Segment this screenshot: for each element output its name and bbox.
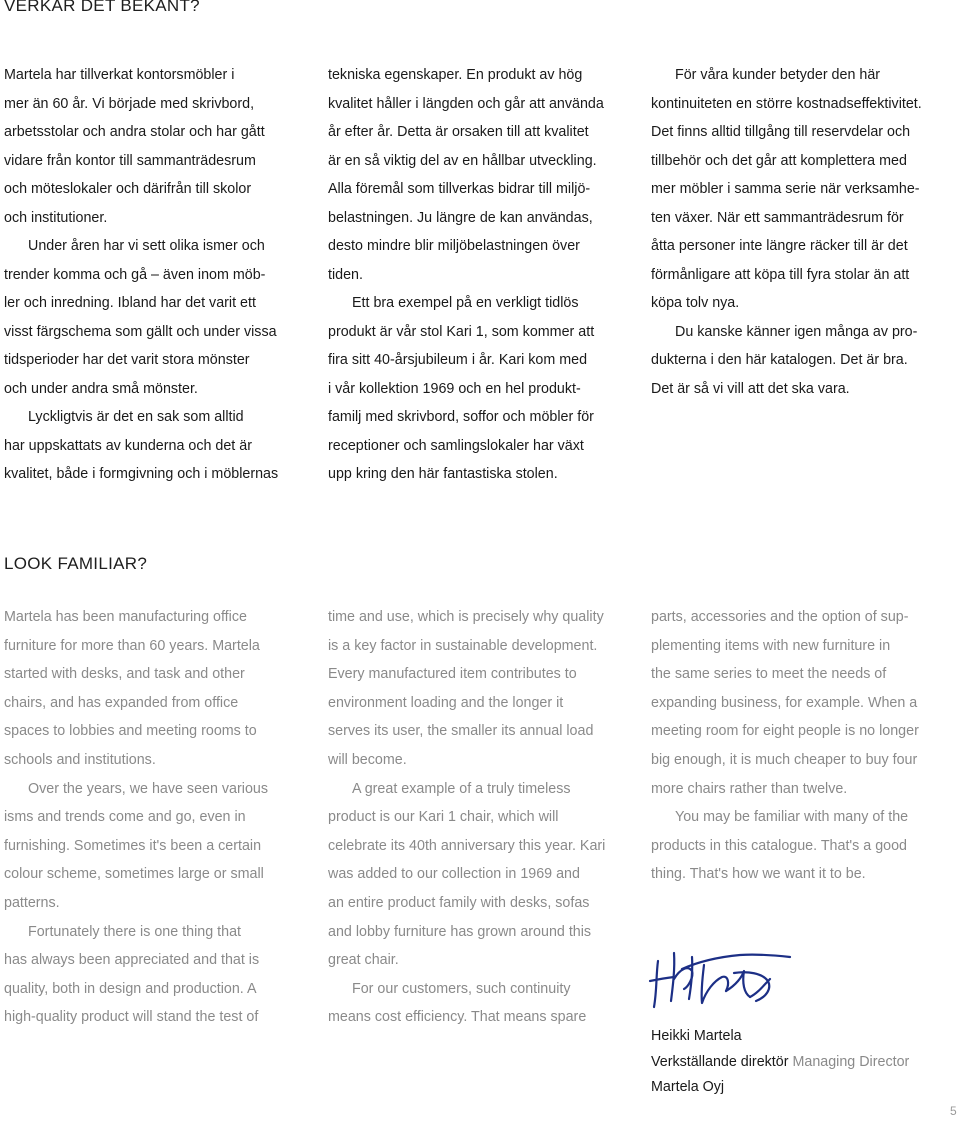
text-line: time and use, which is precisely why quality	[328, 609, 604, 625]
text-line: is a key factor in sustainable development.	[328, 637, 598, 654]
text-line: product is our Kari 1 chair, which will	[328, 809, 559, 826]
text-line: patterns.	[4, 894, 60, 911]
english-column-3	[651, 603, 951, 889]
text-line: parts, accessories and the option of sup-	[651, 609, 909, 625]
title-english: Managing Director	[792, 1053, 910, 1070]
text-line: furnishing. Sometimes it's been a certain	[4, 837, 262, 854]
text-line: tillbehör och det går att komplettera med	[651, 152, 907, 169]
text-line: desto mindre blir miljöbelastningen över	[328, 238, 580, 254]
text-line: Over the years, we have seen various	[28, 780, 268, 797]
text-line: kontinuiteten en större kostnadseffektivitet.	[651, 95, 922, 112]
signatory-name: Heikki Martela	[651, 1028, 742, 1044]
text-line: spaces to lobbies and meeting rooms to	[4, 723, 257, 740]
text-line: kvalitet, både i formgivning och i möblernas	[4, 466, 279, 482]
company-name: Martela Oyj	[651, 1079, 725, 1095]
text-line: serves its user, the smaller its annual load	[328, 723, 594, 740]
swedish-column-1	[4, 61, 304, 489]
text-line: Det finns alltid tillgång till reservdelar och	[651, 124, 911, 140]
text-line: meeting room for eight people is no longer	[651, 723, 919, 740]
text-line: vidare från kontor till sammanträdesrum	[4, 152, 256, 169]
text-line: will become.	[328, 751, 407, 768]
text-line: åtta personer inte längre räcker till är det	[651, 238, 908, 254]
text-line: år efter år. Detta är orsaken till att kvalitet	[328, 124, 589, 140]
text-line: trender komma och gå – även inom möb-	[4, 266, 266, 283]
english-column-2	[328, 603, 628, 1032]
swedish-column-3	[651, 61, 951, 403]
swedish-column-2	[328, 61, 628, 489]
text-line: started with desks, and task and other	[4, 666, 245, 683]
text-line: Lyckligtvis är det en sak som alltid	[28, 409, 244, 425]
text-line: an entire product family with desks, sofas	[328, 894, 590, 911]
text-line: tiden.	[328, 266, 363, 283]
text-line: plementing items with new furniture in	[651, 637, 891, 654]
english-heading: LOOK FAMILIAR?	[4, 554, 148, 573]
text-line: fira sitt 40-årsjubileum i år. Kari kom med	[328, 352, 588, 368]
text-line: was added to our collection in 1969 and	[328, 866, 580, 883]
handwritten-signature	[644, 935, 794, 1020]
text-line: expanding business, for example. When a	[651, 694, 918, 711]
text-line: You may be familiar with many of the	[675, 809, 909, 826]
text-line: belastningen. Ju längre de kan användas,	[328, 209, 593, 226]
text-line: produkt är vår stol Kari 1, som kommer att	[328, 323, 595, 340]
text-line: är en så viktig del av en hållbar utveckling.	[328, 152, 597, 169]
text-line: high-quality product will stand the test of	[4, 1009, 259, 1026]
text-line: köpa tolv nya.	[651, 295, 740, 311]
title-swedish: Verkställande direktör	[651, 1053, 789, 1070]
text-line: celebrate its 40th anniversary this year. Kari	[328, 837, 606, 854]
text-line: more chairs rather than twelve.	[651, 780, 848, 797]
text-line: visst färgschema som gällt och under vissa	[4, 323, 277, 340]
text-line: Every manufactured item contributes to	[328, 666, 577, 683]
text-line: Alla föremål som tillverkas bidrar till miljö-	[328, 181, 591, 197]
text-line: the same series to meet the needs of	[651, 666, 887, 683]
text-line: Du kanske känner igen många av pro-	[675, 323, 918, 340]
text-line: chairs, and has expanded from office	[4, 694, 239, 711]
text-line: Fortunately there is one thing that	[28, 923, 241, 940]
text-line: ten växer. När ett sammanträdesrum för	[651, 209, 904, 226]
text-line: schools and institutions.	[4, 751, 156, 768]
text-line: mer möbler i samma serie när verksamhe-	[651, 181, 920, 197]
text-line: colour scheme, sometimes large or small	[4, 866, 264, 883]
text-line: Det är så vi vill att det ska vara.	[651, 380, 850, 397]
text-line: och under andra små mönster.	[4, 380, 198, 397]
text-line: i vår kollektion 1969 och en hel produkt-	[328, 380, 581, 397]
signature-block	[651, 1024, 909, 1101]
text-line: Martela has been manufacturing office	[4, 609, 247, 625]
text-line: receptioner och samlingslokaler har växt	[328, 437, 584, 454]
text-line: mer än 60 år. Vi började med skrivbord,	[4, 95, 255, 112]
text-line: upp kring den här fantastiska stolen.	[328, 466, 558, 482]
page-number: 5	[950, 1104, 957, 1118]
text-line: products in this catalogue. That's a good	[651, 837, 908, 854]
text-line: förmånligare att köpa till fyra stolar än att	[651, 266, 910, 283]
text-line: great chair.	[328, 952, 399, 969]
text-line: har uppskattats av kunderna och det är	[4, 437, 252, 454]
text-line: A great example of a truly timeless	[352, 780, 571, 797]
text-line: För våra kunder betyder den här	[675, 67, 881, 83]
text-line: och möteslokaler och därifrån till skolor	[4, 181, 252, 197]
text-line: quality, both in design and production. A	[4, 980, 257, 997]
text-line: tekniska egenskaper. En produkt av hög	[328, 67, 583, 83]
text-line: ler och inredning. Ibland har det varit ett	[4, 295, 256, 311]
text-line: Under åren har vi sett olika ismer och	[28, 238, 265, 254]
text-line: and lobby furniture has grown around this	[328, 923, 592, 940]
text-line: means cost efficiency. That means spare	[328, 1009, 587, 1026]
text-line: dukterna i den här katalogen. Det är bra.	[651, 352, 908, 368]
text-line: Martela har tillverkat kontorsmöbler i	[4, 67, 235, 83]
text-line: furniture for more than 60 years. Martela	[4, 637, 260, 654]
text-line: thing. That's how we want it to be.	[651, 866, 866, 883]
text-line: kvalitet håller i längden och går att använda	[328, 95, 604, 112]
text-line: familj med skrivbord, soffor och möbler för	[328, 409, 594, 425]
swedish-heading: VERKAR DET BEKANT?	[4, 0, 200, 15]
text-line: och institutioner.	[4, 209, 108, 226]
text-line: isms and trends come and go, even in	[4, 809, 246, 826]
text-line: tidsperioder har det varit stora mönster	[4, 352, 250, 368]
english-column-1	[4, 603, 304, 1032]
text-line: has always been appreciated and that is	[4, 952, 260, 969]
text-line: environment loading and the longer it	[328, 694, 564, 711]
text-line: big enough, it is much cheaper to buy four	[651, 751, 918, 768]
text-line: arbetsstolar och andra stolar och har gått	[4, 124, 265, 140]
text-line: Ett bra exempel på en verkligt tidlös	[352, 295, 579, 311]
signatory-title	[651, 1050, 909, 1076]
text-line: For our customers, such continuity	[352, 980, 571, 997]
